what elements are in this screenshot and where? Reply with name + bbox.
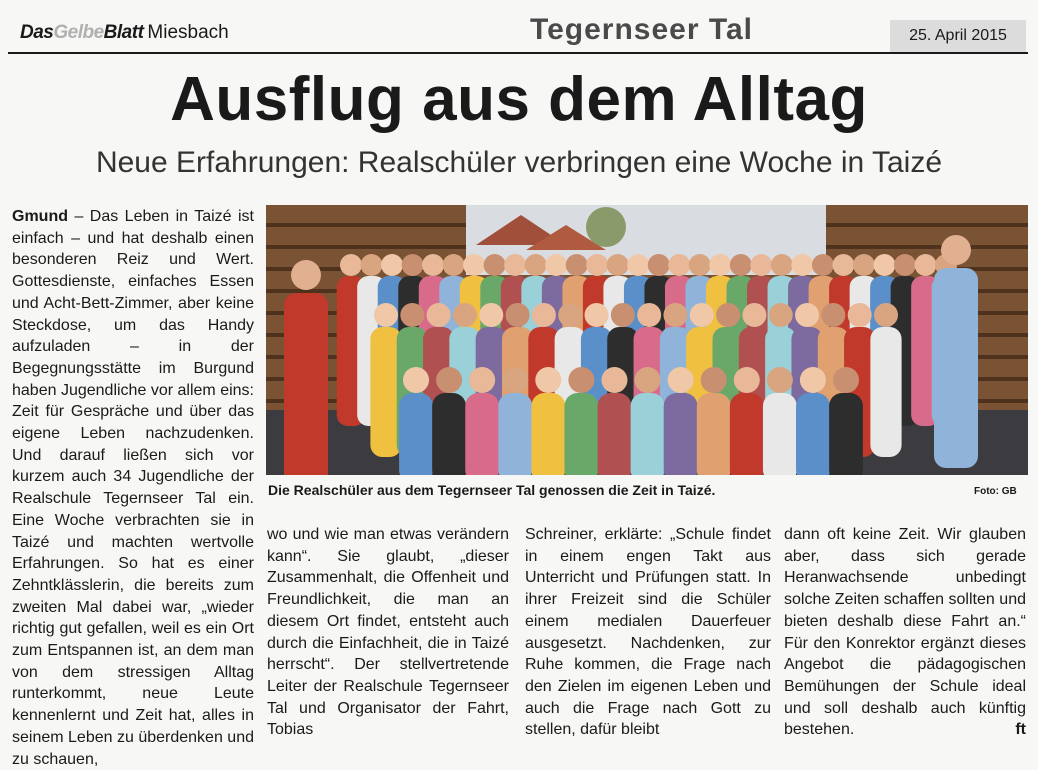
person-head <box>742 303 766 327</box>
article-column-3: Schreiner, erklärte: „Schule findet in einem engen Takt aus Unterricht und Prüfungen statt. In ihrer Freizeit sind die Schüler einem medialen Dauerfeuer ausgesetzt. Nachdenken, zur Ruhe kommen, die Frage nach den Zielen im eigenen Leben und auch die Frage nach Gott zu stellen, dafür bleibt <box>525 526 771 739</box>
person-head <box>767 367 793 393</box>
person-head <box>701 367 727 393</box>
person-head <box>833 367 859 393</box>
person-head <box>663 303 687 327</box>
person-head <box>750 254 772 276</box>
person-body <box>796 393 830 475</box>
person-body <box>664 393 698 475</box>
person-head <box>504 254 526 276</box>
masthead-rule <box>8 52 1028 54</box>
column-4-text: dann oft keine Zeit. Wir glauben aber, dass sich gerade Heranwachsende unbedingt solche Zeiten schaffen sollten und bieten deshalb diese Fahrt an.“ Für den Konrektor ergänzt dieses Angebot die pädagogischen Bemühungen der Schule ideal und soll deshalb auch künftig bestehen. <box>784 526 1026 739</box>
person-body <box>465 393 499 475</box>
person-head <box>545 254 567 276</box>
person-body <box>763 393 797 475</box>
person-head <box>361 254 383 276</box>
person-head <box>291 260 321 290</box>
article-column-4 <box>784 524 1026 741</box>
person-head <box>469 367 495 393</box>
person-head <box>734 367 760 393</box>
person-body <box>934 268 978 468</box>
person-head <box>668 254 690 276</box>
person-body <box>631 393 665 475</box>
person-head <box>400 303 424 327</box>
person-head <box>873 254 895 276</box>
person-head <box>689 254 711 276</box>
person-body <box>598 393 632 475</box>
person-head <box>586 254 608 276</box>
person-head <box>771 254 793 276</box>
person-head <box>535 367 561 393</box>
person-head <box>374 303 398 327</box>
person-head <box>637 303 661 327</box>
author-signature: ft <box>1015 721 1026 739</box>
person-head <box>525 254 547 276</box>
person-body <box>498 393 532 475</box>
person-head <box>607 254 629 276</box>
person-head <box>648 254 670 276</box>
person-head <box>769 303 793 327</box>
person-head <box>436 367 462 393</box>
person-head <box>585 303 609 327</box>
article-column-1 <box>12 206 254 770</box>
person-head <box>812 254 834 276</box>
person-head <box>627 254 649 276</box>
person-head <box>479 303 503 327</box>
person-head <box>894 254 916 276</box>
article-column-2: wo und wie man etwas verändern kann“. Sie glaubt, „dieser Zusammenhalt, die Offenheit und Freundlichkeit, die man an diesem Ort findet, entsteht auch durch die Einfachheit, die in Taizé herrscht“. Der stellvertretende Leiter der Realschule Tegernseer Tal und Organisator der Fahrt, Tobias <box>267 526 509 739</box>
person-head <box>668 367 694 393</box>
person-head <box>716 303 740 327</box>
person-head <box>381 254 403 276</box>
person-head <box>453 303 477 327</box>
person-head <box>914 254 936 276</box>
person-body <box>399 393 433 475</box>
person-head <box>795 303 819 327</box>
person-head <box>566 254 588 276</box>
person-head <box>422 254 444 276</box>
masthead <box>0 0 1038 58</box>
person-body <box>564 393 598 475</box>
section-title: Tegernseer Tal <box>530 13 753 46</box>
person-head <box>532 303 556 327</box>
issue-date: 25. April 2015 <box>890 20 1026 52</box>
person-head <box>484 254 506 276</box>
person-body <box>870 327 901 457</box>
photo-caption: Die Realschüler aus dem Tegernseer Tal genossen die Zeit in Taizé. <box>268 482 716 498</box>
person-head <box>611 303 635 327</box>
person-head <box>832 254 854 276</box>
edition-city: Miesbach <box>147 22 229 43</box>
person-head <box>730 254 752 276</box>
dateline: Gmund <box>12 208 68 225</box>
person-head <box>427 303 451 327</box>
person-head <box>402 254 424 276</box>
person-head <box>443 254 465 276</box>
group-photo <box>266 205 1028 475</box>
person-head <box>463 254 485 276</box>
article-headline: Ausflug aus dem Alltag <box>170 65 868 134</box>
person-body <box>730 393 764 475</box>
article-subheadline: Neue Erfahrungen: Realschüler verbringen eine Woche in Taizé <box>95 146 943 179</box>
group-photo-illustration <box>266 205 1028 475</box>
person-head <box>558 303 582 327</box>
person-head <box>848 303 872 327</box>
person-head <box>568 367 594 393</box>
person-body <box>284 293 328 475</box>
person-body <box>531 393 565 475</box>
person-head <box>821 303 845 327</box>
photo-credit: Foto: GB <box>974 486 1017 497</box>
person-head <box>502 367 528 393</box>
person-head <box>709 254 731 276</box>
person-head <box>800 367 826 393</box>
person-head <box>791 254 813 276</box>
person-body <box>697 393 731 475</box>
person-head <box>853 254 875 276</box>
person-head <box>941 235 971 265</box>
person-head <box>690 303 714 327</box>
person-body <box>432 393 466 475</box>
person-head <box>340 254 362 276</box>
person-head <box>403 367 429 393</box>
person-head <box>874 303 898 327</box>
person-head <box>601 367 627 393</box>
person-head <box>635 367 661 393</box>
person-body <box>829 393 863 475</box>
person-head <box>506 303 530 327</box>
column-1-text: – Das Leben in Taizé ist einfach – und hat deshalb einen besonderen Reiz und Wert. Gottesdienste, einfaches Essen und Acht-Bett-Zimmer, aber keine Steckdose, um das Handy aufzuladen – in der Begegnungsstätte im Burgund haben Jugendliche vor allem eins: Zeit für Gespräche und über das eigene Leben nachzudenken. Und darauf ließen sich vor kurzem auch 34 Jugendliche der Realschule Tegernseer Tal ein. Eine Woche verbrachten sie in Taizé und machten wertvolle Erfahrungen. So hat es einer Zehntklässlerin, die bereits zum zweiten Mal dabei war, „wieder richtig gut gefallen, weil es ein Ort zum Entspannen ist, an dem man von dem stressigen Alltag runterkommt, neue Leute kennenlernt und Zeit hat, alles in seinem Leben zu überdenken und zu schauen, <box>12 208 254 768</box>
newspaper-logo: DasGelbeBlatt Miesbach <box>20 22 229 43</box>
